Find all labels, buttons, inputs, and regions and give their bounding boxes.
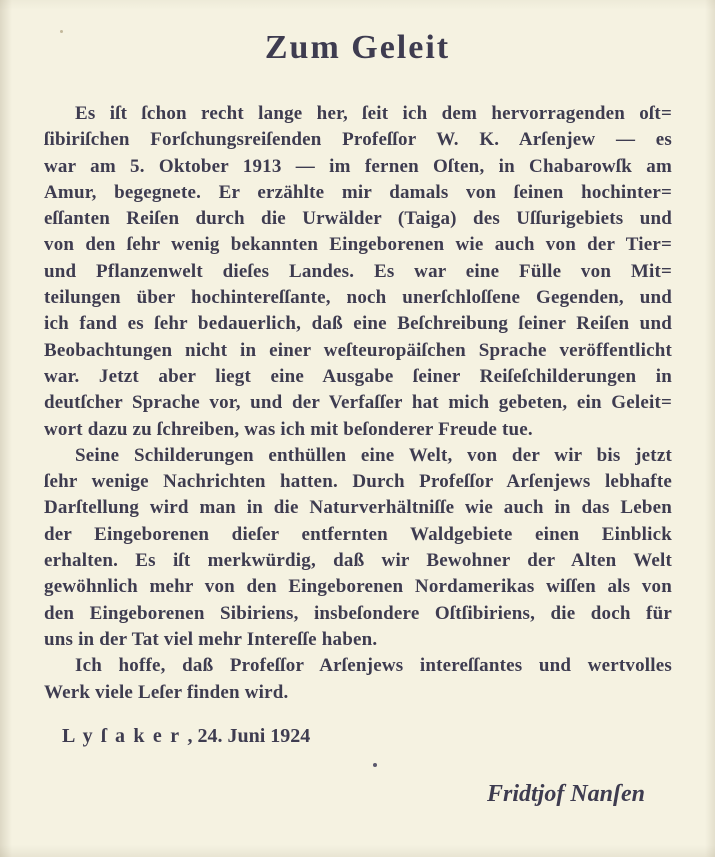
text-line: uns in der Tat viel mehr Intereſſe haben. [44,628,378,650]
dateline-place: Lyſaker [62,724,188,747]
text-line: ſibiriſchen Forſchungsreiſenden Profeſſor W. K. Arſenjew — es [44,129,672,151]
paper-speck [60,30,63,33]
dateline-date: , 24. Juni 1924 [187,724,311,747]
text-line: Darſtellung wird man in die Naturverhältniſſe wie auch in das Leben [44,497,672,519]
text-line: ich fand es ſehr bedauerlich, daß eine Beſchreibung ſeiner Reiſen und [44,313,672,335]
text-line: wort dazu zu ſchreiben, was ich mit beſonderer Freude tue. [44,418,533,440]
text-line: war am 5. Oktober 1913 — im fernen Oſten, in Chabarowſk am [44,155,672,177]
text-line: Seine Schilderungen enthüllen eine Welt, von der wir bis jetzt [75,444,672,466]
dateline [44,722,672,750]
ink-speck [373,763,377,767]
text-line: teilungen über hochintereſſante, noch unerſchloſſene Gegenden, und [44,287,672,309]
text-line: und Pflanzenwelt dieſes Landes. Es war eine Fülle von Mit= [44,260,672,282]
text-line: eſſanten Reiſen durch die Urwälder (Taiga) des Uſſurigebiets und [44,208,672,230]
signature: Fridtjof Nanſen [486,780,645,807]
text-line: Es iſt ſchon recht lange her, ſeit ich dem hervorragenden oſt= [75,103,672,124]
paragraph-2 [44,443,672,653]
text-line: ſehr wenige Nachrichten hatten. Durch Profeſſor Arſenjews lebhafte [44,471,672,493]
text-line: von den ſehr wenig bekannten Eingeborenen wie auch von der Tier= [44,234,672,256]
paragraph-3 [44,653,672,706]
text-line: Ich hoffe, daß Profeſſor Arſenjews intereſſantes und wertvolles [75,655,672,677]
text-line: erhalten. Es iſt merkwürdig, daß wir Bewohner der Alten Welt [44,550,672,572]
text-line: der Eingeborenen dieſer entfernten Waldgebiete einen Einblick [44,523,672,545]
text-block [44,101,672,811]
text-line: deutſcher Sprache vor, und der Verfaſſer hat mich gebeten, ein Geleit= [44,392,672,414]
text-line: Amur, begegnete. Er erzählte mir damals von ſeinen hochinter= [44,181,672,203]
text-line: war. Jetzt aber liegt eine Ausgabe ſeiner Reiſeſchilderungen in [44,365,672,387]
paragraph-1 [44,101,672,443]
text-line: den Eingeborenen Sibiriens, insbeſondere Oſtſibiriens, die doch für [44,602,672,624]
text-line: Beobachtungen nicht in einer weſteuropäiſchen Sprache veröffentlicht [44,339,672,361]
text-line: gewöhnlich mehr von den Eingeborenen Nordamerikas wiſſen als von [44,576,672,598]
page-title: Zum Geleit [264,29,451,66]
text-line: Werk viele Leſer finden wird. [44,681,289,703]
